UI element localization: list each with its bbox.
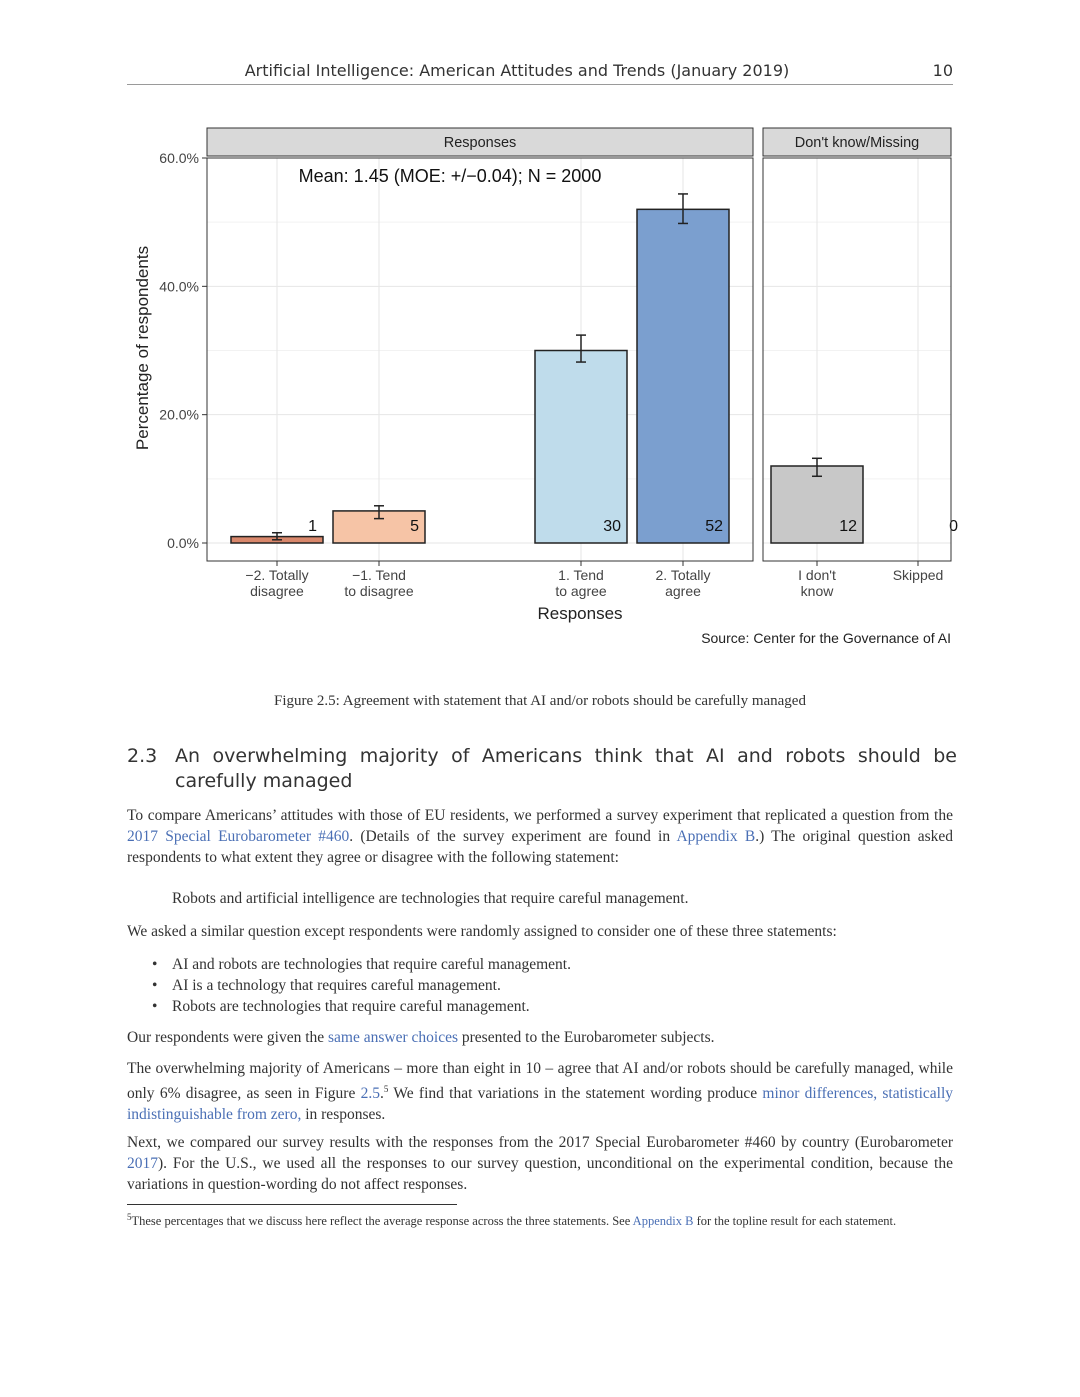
p5-text-a: Next, we compared our survey results with the responses from the 2017 Special Eurobarometer #460 by country (Eurobarometer xyxy=(127,1134,953,1151)
bar xyxy=(637,209,729,543)
data-label: 5 xyxy=(410,518,419,535)
p3-text-a: Our respondents were given the xyxy=(127,1029,329,1046)
bar xyxy=(535,351,627,544)
y-axis-title: Percentage of respondents xyxy=(133,245,152,451)
p1-text-c: .) The original question asked respondents to what extent they agree or disagree with the following statement: xyxy=(127,828,953,866)
paragraph-2: We asked a similar question except respondents were randomly assigned to consider one of these three statements: xyxy=(127,923,837,940)
p4-text-c: in responses. xyxy=(301,1106,386,1124)
paragraph-5 xyxy=(127,1132,953,1195)
list-item-text: AI and robots are technologies that require careful management. xyxy=(172,956,571,973)
data-label: 30 xyxy=(603,518,621,535)
data-label: 0 xyxy=(949,518,958,535)
figure-caption: Figure 2.5: Agreement with statement that AI and/or robots should be carefully managed xyxy=(274,693,806,709)
x-tick-label: to disagree xyxy=(344,583,414,599)
link-minor-differences[interactable]: minor differences, statistically indistinguishable from zero, xyxy=(127,1085,953,1124)
chart-annotation: Mean: 1.45 (MOE: +/−0.04); N = 2000 xyxy=(298,166,602,186)
p3-text-b: presented to the Eurobarometer subjects. xyxy=(458,1029,715,1046)
list-item-text: Robots are technologies that require careful management. xyxy=(172,998,530,1015)
facet-strip-label: Responses xyxy=(443,135,517,151)
link-appendix-b[interactable]: Appendix B xyxy=(676,828,756,845)
footnote-number: 5 xyxy=(127,1212,132,1222)
statement-list xyxy=(152,954,571,1017)
footnote-divider xyxy=(127,1204,457,1205)
paragraph-1 xyxy=(127,805,953,868)
running-header xyxy=(127,58,953,85)
link-citation[interactable]: 2017 xyxy=(127,1155,158,1172)
p1-text-b: . (Details of the survey experiment are found in xyxy=(349,828,677,845)
x-tick-label: 2. Totally xyxy=(655,567,711,583)
paragraph-3 xyxy=(127,1027,953,1048)
p5-text-b: ). For the U.S., we used all the responses to our survey question, unconditional on the experimental condition, because the variations in question-wording do not affect responses. xyxy=(127,1155,953,1193)
x-tick-label: −2. Totally xyxy=(245,567,309,583)
x-tick-label: 1. Tend xyxy=(558,567,604,583)
y-tick-label: 20.0% xyxy=(159,406,199,423)
section-title: An overwhelming majority of Americans think that AI and robots should be carefully managed xyxy=(175,745,957,792)
y-tick-label: 60.0% xyxy=(159,150,199,166)
x-tick-label: to agree xyxy=(555,583,607,599)
running-title: Artificial Intelligence: American Attitudes and Trends (January 2019) xyxy=(244,61,790,80)
footnote-marker: 5 xyxy=(383,1084,389,1094)
list-item-text: AI is a technology that requires careful management. xyxy=(172,977,501,994)
quoted-statement: Robots and artificial intelligence are technologies that require careful management. xyxy=(172,890,689,907)
y-tick-label: 40.0% xyxy=(159,278,199,295)
x-axis-title: Responses xyxy=(537,604,623,623)
data-label: 12 xyxy=(839,518,857,535)
list-item: • Robots are technologies that require careful management. xyxy=(152,998,530,1015)
x-tick-label: I don't xyxy=(798,567,836,583)
link-answer-choices[interactable]: same answer choices xyxy=(328,1029,458,1046)
data-label: 1 xyxy=(308,518,317,535)
page-number: 10 xyxy=(932,61,953,80)
x-tick-label: −1. Tend xyxy=(352,567,406,583)
p4-text-a: The overwhelming majority of Americans – more than eight in 10 – agree that AI and/or robots should be carefully managed, while only 6% disagree, as seen in Figure xyxy=(127,1060,953,1103)
list-item: • AI is a technology that requires careful management. xyxy=(152,977,501,994)
chart-source: Source: Center for the Governance of AI xyxy=(701,630,951,646)
x-tick-label: Skipped xyxy=(892,567,944,583)
x-tick-label: agree xyxy=(665,583,701,599)
footnote-text-b: for the topline result for each statement. xyxy=(693,1214,897,1229)
x-tick-label: know xyxy=(800,583,834,599)
link-eurobarometer[interactable]: 2017 Special Eurobarometer #460 xyxy=(127,828,350,845)
link-figure-ref[interactable]: 2.5 xyxy=(360,1085,380,1103)
section-number: 2.3 xyxy=(127,745,158,767)
list-item: • AI and robots are technologies that require careful management. xyxy=(152,956,571,973)
figure-chart xyxy=(120,118,970,658)
paragraph-4: The overwhelming majority of Americans – more than eight in 10 – agree that AI and/or robots should be carefully managed, while only 6% disagree, as seen in Figure 2.5.$^5$ We find that variations in the statement wording produce minor differences, statistically indistinguishable from zero, in responses. xyxy=(127,1060,953,1124)
data-label: 52 xyxy=(705,518,723,535)
p1-text-a: To compare Americans’ attitudes with those of EU residents, we performed a survey experiment that replicated a question from the xyxy=(127,807,953,824)
y-tick-label: 0.0% xyxy=(167,535,199,551)
footnote-link-appendix-b[interactable]: Appendix B xyxy=(632,1214,694,1229)
x-tick-label: disagree xyxy=(250,583,304,599)
footnote-text-a: These percentages that we discuss here reflect the average response across the three statements. See xyxy=(131,1214,633,1229)
facet-strip-label: Don't know/Missing xyxy=(794,135,920,151)
footnote xyxy=(127,1209,953,1230)
p4-text-b: We find that variations in the statement wording produce xyxy=(388,1085,763,1103)
